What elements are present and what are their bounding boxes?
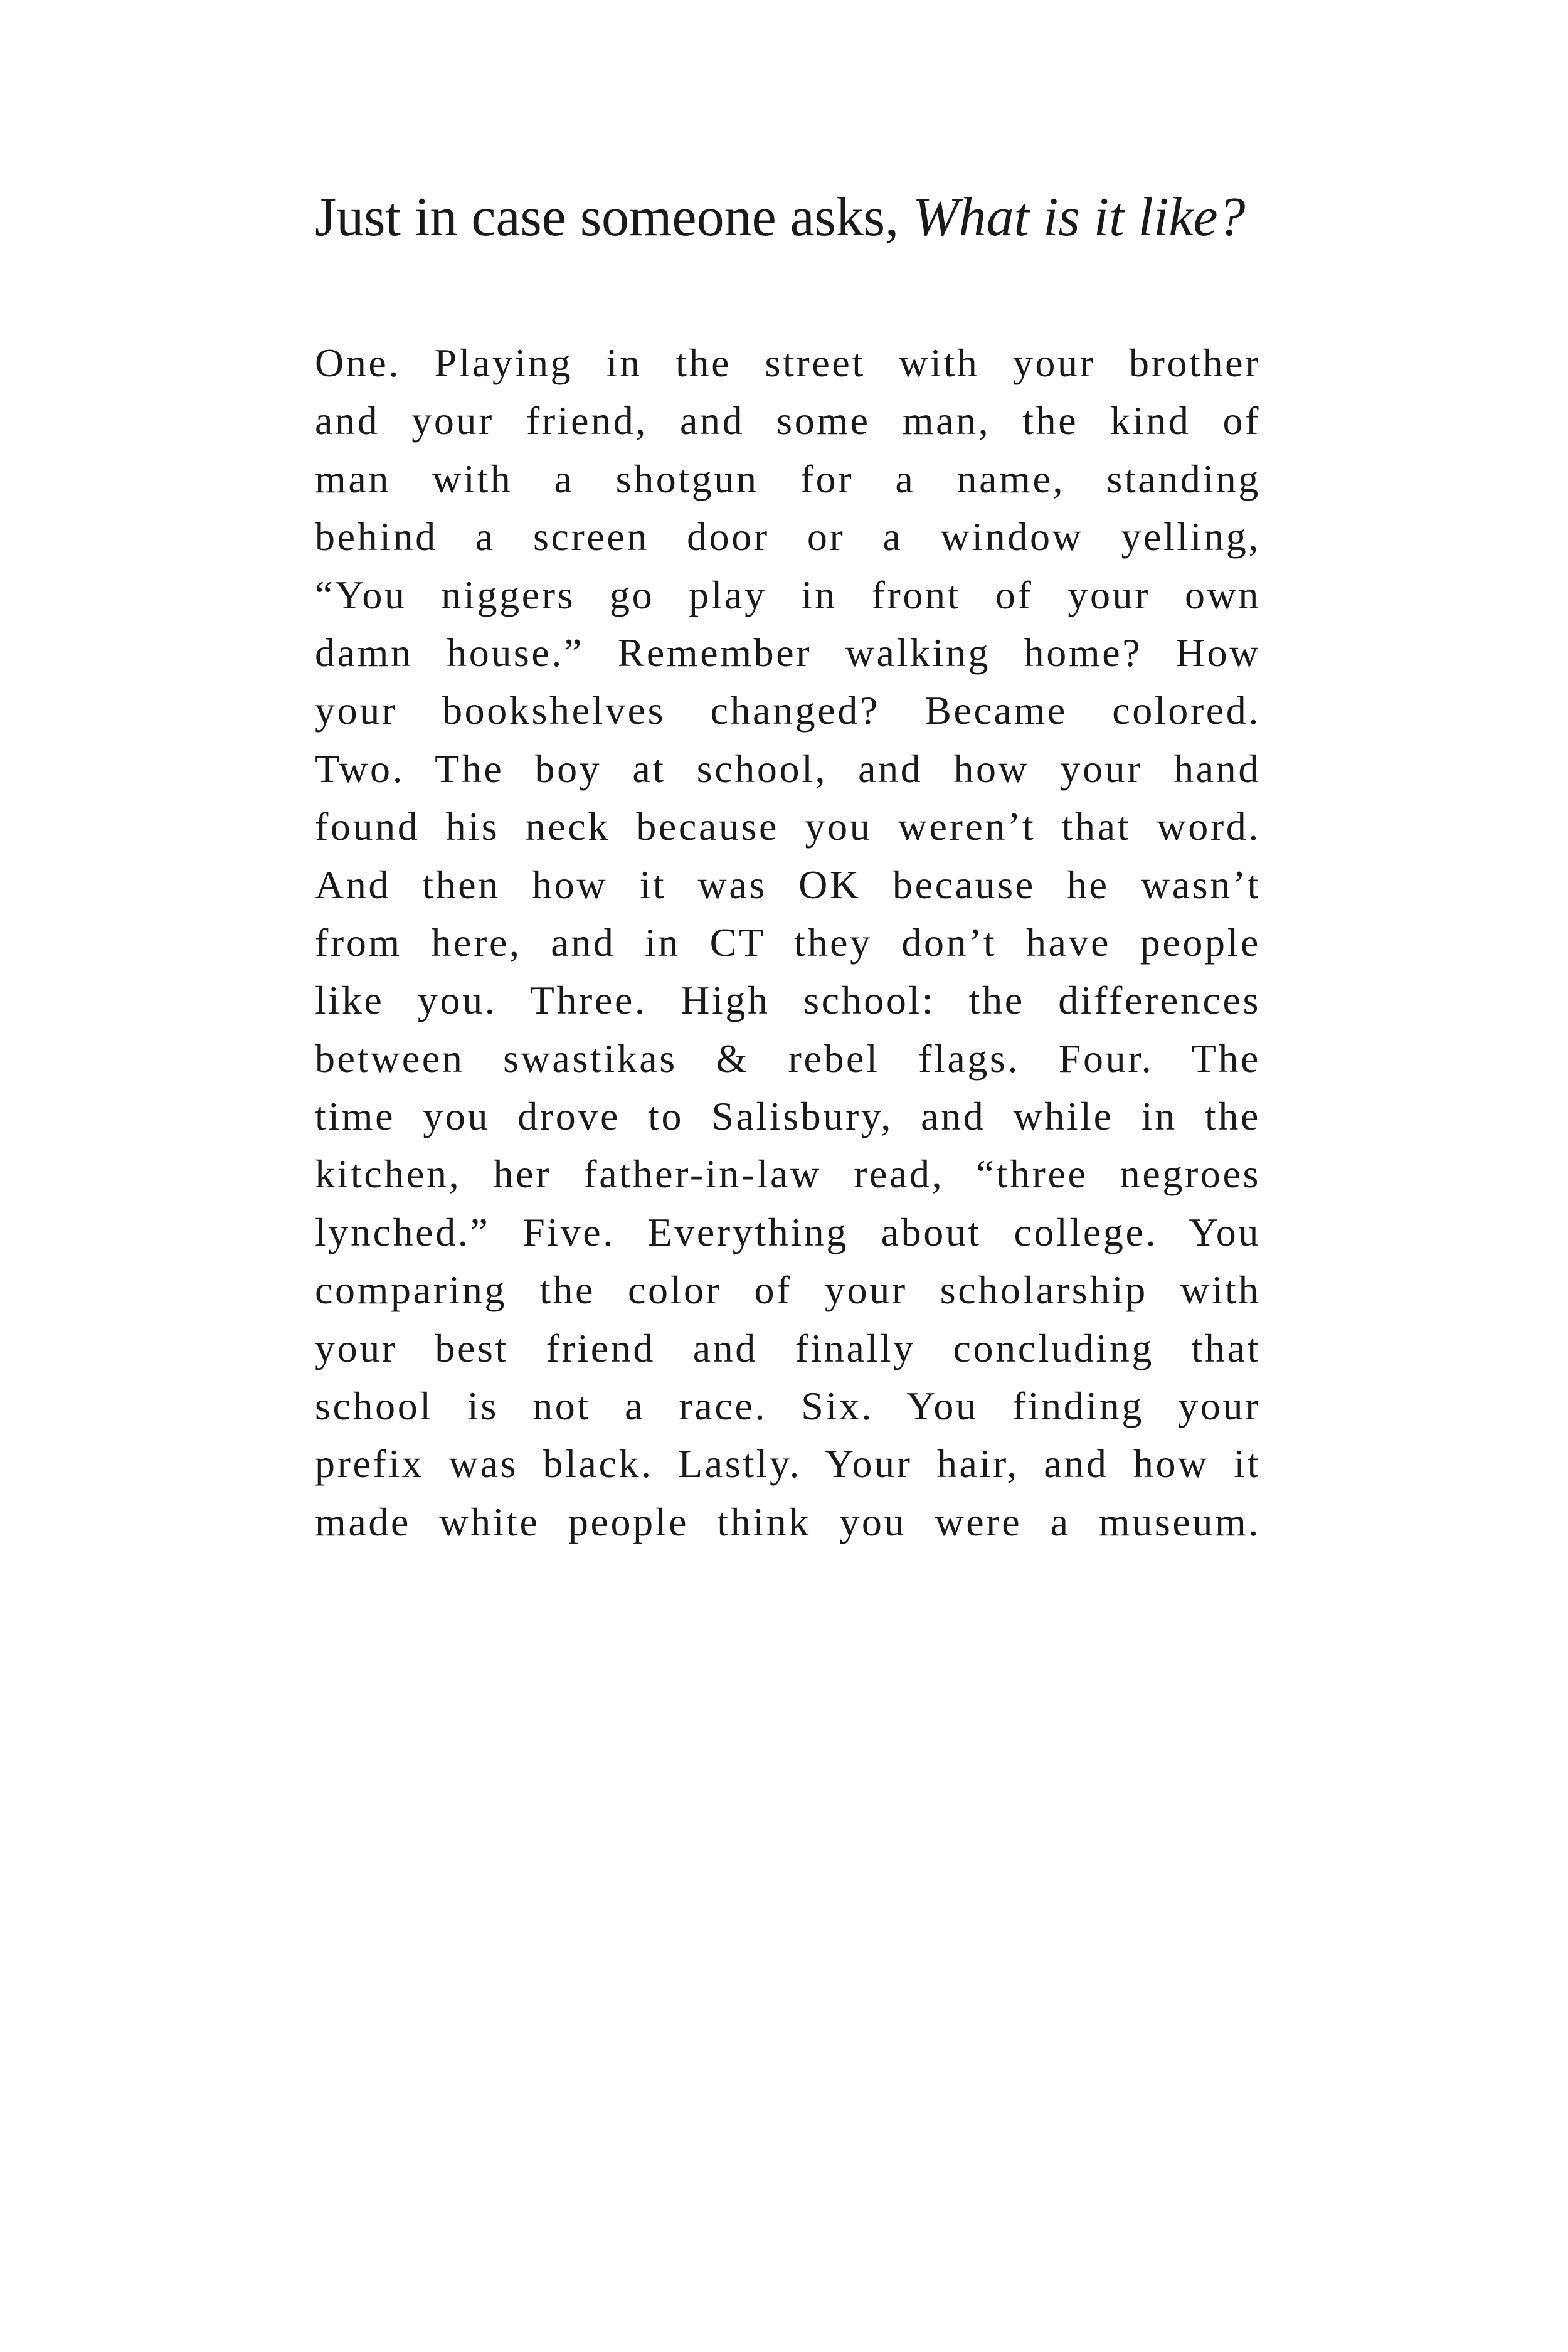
body-line: One. Playing in the street with your brother [315, 341, 1261, 385]
poem-title-italic: What is it like? [913, 187, 1246, 248]
body-line: Two. The boy at school, and how your hand [315, 746, 1261, 791]
body-line: comparing the color of your scholarship with [315, 1268, 1261, 1313]
body-line: your bookshelves changed? Became colored. [315, 688, 1261, 733]
body-line: found his neck because you weren’t that word. [315, 804, 1261, 849]
body-line: time you drove to Salisbury, and while in the [315, 1094, 1261, 1139]
poem-body [315, 334, 1261, 1551]
body-line: lynched.” Five. Everything about college. You [315, 1209, 1261, 1254]
body-line: made white people think you were a museum. [315, 1499, 1261, 1544]
body-line: like you. Three. High school: the differences [315, 978, 1261, 1023]
body-line: man with a shotgun for a name, standing [315, 456, 1261, 501]
body-line: school is not a race. Six. You finding your [315, 1384, 1261, 1429]
body-line: and your friend, and some man, the kind of [315, 398, 1261, 443]
poem-title-plain: Just in case someone asks, [315, 187, 913, 248]
body-line: between swastikas & rebel flags. Four. The [315, 1036, 1261, 1081]
body-line: your best friend and finally concluding that [315, 1325, 1261, 1370]
body-line: prefix was black. Lastly. Your hair, and how it [315, 1441, 1261, 1486]
poem-title [315, 177, 1293, 258]
body-line: kitchen, her father-in-law read, “three negroes [315, 1152, 1261, 1197]
body-line: behind a screen door or a window yelling, [315, 514, 1261, 559]
body-line: damn house.” Remember walking home? How [315, 630, 1261, 675]
body-line: “You niggers go play in front of your own [315, 572, 1261, 617]
body-line: from here, and in CT they don’t have people [315, 919, 1261, 965]
body-line: And then how it was OK because he wasn’t [315, 862, 1261, 907]
